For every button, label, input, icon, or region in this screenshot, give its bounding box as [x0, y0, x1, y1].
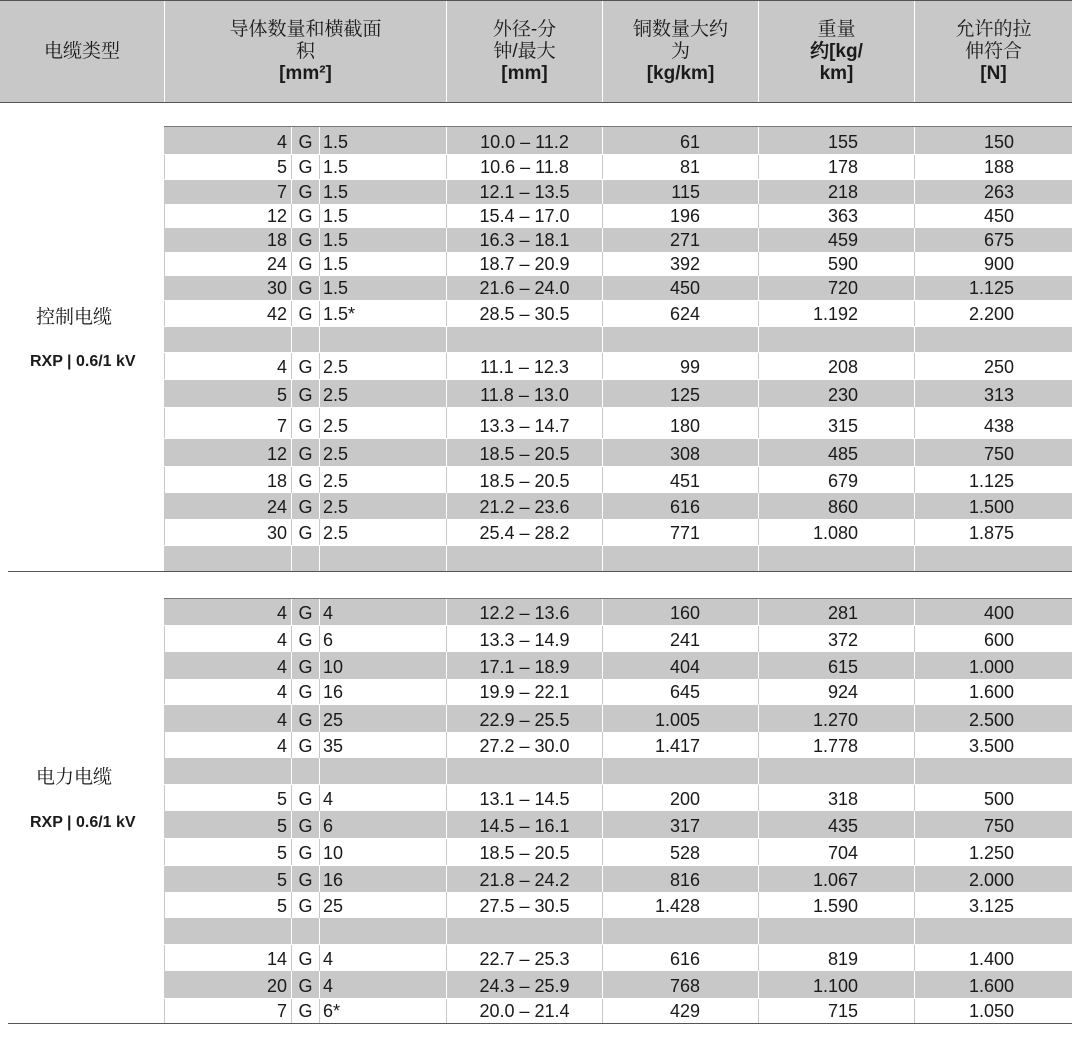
cell-copper-weight: 1.005 — [602, 705, 758, 732]
cell-conductor-type: G — [291, 945, 319, 971]
spacer-row — [164, 546, 1072, 571]
header-copper-line1: 铜数量大约 — [632, 18, 728, 40]
cell-outer-diameter: 21.8 – 24.2 — [446, 866, 602, 892]
cell-conductor-type: G — [291, 493, 319, 519]
cell-conductor-type: G — [291, 732, 319, 758]
cell-conductor-count: 4 — [276, 603, 287, 623]
spacer-row — [164, 327, 1072, 352]
cell-cable-weight: 315 — [758, 408, 914, 438]
cell-conductor-type — [291, 918, 319, 944]
cell-copper-weight: 392 — [602, 252, 758, 276]
cell-outer-diameter: 18.5 – 20.5 — [446, 467, 602, 493]
cell-copper-weight: 1.428 — [602, 892, 758, 918]
cell-copper-weight: 771 — [602, 519, 758, 545]
cell-tensile-force: 400 — [914, 601, 1072, 625]
cell-cable-weight: 178 — [758, 155, 914, 179]
cell-conductor-type: G — [291, 439, 319, 466]
header-conductor-line2: 积 — [295, 40, 315, 62]
cell-cable-weight: 590 — [758, 252, 914, 276]
cell-conductor-count: 4 — [164, 679, 291, 704]
table-row — [164, 180, 1072, 204]
cell-outer-diameter: 18.5 – 20.5 — [446, 839, 602, 865]
cell-cross-section: 2.5 — [319, 380, 446, 407]
header-tensile — [914, 1, 1072, 102]
cell-conductor-type: G — [291, 380, 319, 407]
cell-conductor-count: 5 — [164, 785, 291, 811]
cell-cross-section: 10 — [319, 839, 446, 865]
cell-conductor-count — [164, 918, 291, 944]
cell-copper-weight: 308 — [602, 439, 758, 466]
cell-cable-weight: 715 — [758, 999, 914, 1023]
cell-cross-section: 10 — [319, 652, 446, 679]
cell-conductor-type: G — [291, 301, 319, 326]
cell-conductor-type: G — [291, 999, 319, 1023]
cell-conductor-count: 4 — [164, 732, 291, 758]
table-row — [164, 785, 1072, 811]
cell-tensile-force: 750 — [914, 811, 1072, 838]
cell-tensile-force — [914, 918, 1072, 944]
cell-cross-section: 1.5 — [319, 130, 446, 154]
cell-cross-section — [319, 546, 446, 571]
cell-cable-weight: 704 — [758, 839, 914, 865]
cell-cable-weight: 363 — [758, 204, 914, 228]
cell-cable-weight: 218 — [758, 180, 914, 204]
cell-conductor-count: 5 — [164, 839, 291, 865]
cell-conductor-count: 5 — [164, 155, 291, 179]
cell-outer-diameter: 16.3 – 18.1 — [446, 228, 602, 252]
cell-tensile-force: 1.400 — [914, 945, 1072, 971]
header-tensile-unit: [N] — [980, 62, 1007, 84]
cell-cross-section — [319, 758, 446, 784]
cell-tensile-force: 3.125 — [914, 892, 1072, 918]
spacer-row — [164, 758, 1072, 784]
header-cable-type — [0, 1, 164, 102]
cell-tensile-force: 450 — [914, 204, 1072, 228]
cell-conductor-type: G — [291, 180, 319, 204]
header-diameter-line1: 外径-分 — [492, 18, 557, 40]
cell-conductor-type: G — [291, 228, 319, 252]
cell-tensile-force — [914, 327, 1072, 352]
cell-conductor-count: 24 — [164, 252, 291, 276]
cell-cable-weight — [758, 758, 914, 784]
header-copper-unit: [kg/km] — [646, 62, 715, 84]
cell-conductor-count: 18 — [266, 230, 287, 250]
cell-outer-diameter: 22.9 – 25.5 — [446, 705, 602, 732]
cell-copper-weight: 768 — [602, 971, 758, 998]
cell-cross-section: 2.5 — [319, 408, 446, 438]
cell-outer-diameter: 13.1 – 14.5 — [446, 785, 602, 811]
section-label-power: 电力电缆 — [36, 767, 113, 788]
header-conductor-unit: [mm²] — [279, 62, 332, 84]
cell-cable-weight: 372 — [758, 626, 914, 652]
header-conductor — [164, 1, 446, 102]
cell-conductor-count: 20 — [266, 976, 287, 996]
cell-conductor-count: 4 — [164, 353, 291, 379]
header-weight-line3: km] — [819, 62, 854, 84]
cell-copper-weight — [602, 546, 758, 571]
cell-copper-weight: 180 — [602, 408, 758, 438]
cell-outer-diameter: 21.6 – 24.0 — [446, 276, 602, 300]
cell-conductor-count: 7 — [164, 408, 291, 438]
cell-cross-section: 25 — [319, 892, 446, 918]
cell-conductor-type: G — [291, 408, 319, 438]
cell-cable-weight: 318 — [758, 785, 914, 811]
cell-cable-weight: 924 — [758, 679, 914, 704]
cell-conductor-count — [164, 758, 291, 784]
cell-conductor-type: G — [291, 811, 319, 838]
table-row — [164, 999, 1072, 1023]
cell-tensile-force: 263 — [914, 180, 1072, 204]
cell-tensile-force: 1.000 — [914, 652, 1072, 679]
table-row — [164, 276, 1072, 300]
cell-copper-weight: 404 — [602, 652, 758, 679]
table-row — [164, 811, 1072, 838]
header-copper-line2: 为 — [670, 40, 690, 62]
table-header — [0, 0, 1072, 103]
cell-cross-section: 16 — [319, 866, 446, 892]
cell-tensile-force: 188 — [914, 155, 1072, 179]
cell-conductor-count: 7 — [276, 182, 287, 202]
table-row — [164, 204, 1072, 228]
header-diameter-line2: 钟/最大 — [493, 40, 556, 62]
cell-cable-weight: 485 — [758, 439, 914, 466]
cell-outer-diameter: 10.0 – 11.2 — [446, 130, 602, 154]
cell-conductor-type: G — [291, 971, 319, 998]
table-row — [164, 705, 1072, 732]
header-tensile-line2: 伸符合 — [964, 40, 1022, 62]
cell-cross-section: 1.5 — [319, 204, 446, 228]
cell-tensile-force: 500 — [914, 785, 1072, 811]
cell-cable-weight — [758, 546, 914, 571]
cell-cross-section — [319, 327, 446, 352]
cell-conductor-count: 4 — [164, 626, 291, 652]
cell-tensile-force: 1.125 — [914, 276, 1072, 300]
cell-cable-weight: 230 — [758, 380, 914, 407]
section-label-control: 控制电缆 — [36, 307, 113, 328]
table-row — [164, 945, 1072, 971]
cell-conductor-count: 4 — [276, 657, 287, 677]
cell-cable-weight: 459 — [758, 228, 914, 252]
cell-conductor-count: 12 — [164, 204, 291, 228]
table-row — [164, 626, 1072, 652]
cell-conductor-type: G — [291, 785, 319, 811]
cell-cross-section: 1.5 — [319, 252, 446, 276]
table-row — [164, 252, 1072, 276]
cell-conductor-type — [291, 758, 319, 784]
cell-cross-section: 2.5 — [319, 493, 446, 519]
table-row — [164, 892, 1072, 918]
section-sub-control: RXP | 0.6/1 kV — [30, 353, 136, 370]
cell-cable-weight: 1.778 — [758, 732, 914, 758]
cell-outer-diameter: 10.6 – 11.8 — [446, 155, 602, 179]
cell-tensile-force: 1.050 — [914, 999, 1072, 1023]
cell-cross-section: 35 — [319, 732, 446, 758]
header-weight-line1: 重量 — [817, 18, 856, 40]
table-row — [164, 839, 1072, 865]
cell-cross-section — [319, 918, 446, 944]
cell-copper-weight: 624 — [602, 301, 758, 326]
cell-copper-weight: 616 — [602, 945, 758, 971]
cell-conductor-count: 5 — [276, 816, 287, 836]
cell-cable-weight: 819 — [758, 945, 914, 971]
table-row — [164, 380, 1072, 407]
table-row — [164, 519, 1072, 545]
cell-conductor-type: G — [291, 353, 319, 379]
cell-conductor-count — [164, 546, 291, 571]
cell-copper-weight: 816 — [602, 866, 758, 892]
cell-copper-weight — [602, 327, 758, 352]
cell-outer-diameter: 20.0 – 21.4 — [446, 999, 602, 1023]
cell-copper-weight: 99 — [602, 353, 758, 379]
cell-tensile-force: 900 — [914, 252, 1072, 276]
cell-outer-diameter: 11.1 – 12.3 — [446, 353, 602, 379]
cell-cross-section: 1.5 — [319, 228, 446, 252]
table-row — [164, 866, 1072, 892]
cell-tensile-force: 675 — [914, 228, 1072, 252]
cell-outer-diameter: 22.7 – 25.3 — [446, 945, 602, 971]
cell-conductor-count — [164, 327, 291, 352]
cell-cable-weight: 1.080 — [758, 519, 914, 545]
cell-cross-section: 6* — [319, 999, 446, 1023]
cell-conductor-type — [291, 546, 319, 571]
cell-conductor-count: 14 — [164, 945, 291, 971]
header-diameter — [446, 1, 602, 102]
cell-cable-weight: 435 — [758, 811, 914, 838]
cell-conductor-type: G — [291, 601, 319, 625]
cell-outer-diameter: 12.2 – 13.6 — [446, 601, 602, 625]
cell-cross-section: 6 — [319, 626, 446, 652]
header-weight-line2: 约[kg/ — [810, 40, 863, 62]
cell-cross-section: 1.5 — [319, 276, 446, 300]
cell-conductor-type: G — [291, 839, 319, 865]
cell-tensile-force: 313 — [914, 380, 1072, 407]
cell-conductor-count: 30 — [266, 278, 287, 298]
cell-cable-weight: 281 — [758, 601, 914, 625]
cell-tensile-force: 1.125 — [914, 467, 1072, 493]
cell-cross-section: 2.5 — [319, 439, 446, 466]
cell-copper-weight: 160 — [602, 601, 758, 625]
cell-conductor-count: 5 — [276, 870, 287, 890]
cell-cable-weight — [758, 327, 914, 352]
cell-cross-section: 4 — [319, 601, 446, 625]
cell-outer-diameter: 11.8 – 13.0 — [446, 380, 602, 407]
cell-cross-section: 2.5 — [319, 519, 446, 545]
cell-tensile-force: 1.250 — [914, 839, 1072, 865]
cell-copper-weight: 241 — [602, 626, 758, 652]
cell-cable-weight: 720 — [758, 276, 914, 300]
cell-cross-section: 4 — [319, 945, 446, 971]
cell-conductor-type: G — [291, 204, 319, 228]
header-conductor-line1: 导体数量和横截面 — [229, 18, 382, 40]
cell-outer-diameter: 21.2 – 23.6 — [446, 493, 602, 519]
cell-conductor-type: G — [291, 705, 319, 732]
cell-tensile-force: 2.000 — [914, 866, 1072, 892]
table-row — [164, 493, 1072, 519]
cell-copper-weight: 125 — [602, 380, 758, 407]
table-row — [164, 732, 1072, 758]
cell-conductor-type — [291, 327, 319, 352]
cell-tensile-force: 250 — [914, 353, 1072, 379]
cell-outer-diameter: 25.4 – 28.2 — [446, 519, 602, 545]
table-row — [164, 439, 1072, 466]
cell-tensile-force: 1.600 — [914, 971, 1072, 998]
cell-conductor-type: G — [291, 252, 319, 276]
cell-outer-diameter — [446, 918, 602, 944]
cell-cross-section: 1.5 — [319, 180, 446, 204]
cell-tensile-force: 438 — [914, 408, 1072, 438]
cell-cross-section: 2.5 — [319, 467, 446, 493]
cell-copper-weight — [602, 758, 758, 784]
cell-conductor-count: 5 — [276, 385, 287, 405]
cell-copper-weight: 645 — [602, 679, 758, 704]
cell-conductor-type: G — [291, 276, 319, 300]
cell-conductor-type: G — [291, 130, 319, 154]
cell-tensile-force: 750 — [914, 439, 1072, 466]
cell-conductor-count: 42 — [164, 301, 291, 326]
cell-conductor-type: G — [291, 866, 319, 892]
header-diameter-unit: [mm] — [501, 62, 548, 84]
cell-copper-weight: 451 — [602, 467, 758, 493]
table-row — [164, 353, 1072, 379]
cell-copper-weight: 1.417 — [602, 732, 758, 758]
cell-conductor-count: 4 — [276, 710, 287, 730]
cell-cable-weight: 1.590 — [758, 892, 914, 918]
table-row — [164, 679, 1072, 704]
cell-outer-diameter — [446, 327, 602, 352]
cell-conductor-type: G — [291, 519, 319, 545]
cell-outer-diameter: 14.5 – 16.1 — [446, 811, 602, 838]
cell-cross-section: 1.5* — [319, 301, 446, 326]
cell-copper-weight: 200 — [602, 785, 758, 811]
cell-outer-diameter: 13.3 – 14.7 — [446, 408, 602, 438]
cell-tensile-force: 3.500 — [914, 732, 1072, 758]
cell-tensile-force: 2.200 — [914, 301, 1072, 326]
cell-cable-weight: 208 — [758, 353, 914, 379]
cell-copper-weight: 317 — [602, 811, 758, 838]
cell-outer-diameter: 28.5 – 30.5 — [446, 301, 602, 326]
cell-conductor-type: G — [291, 679, 319, 704]
table-row — [164, 467, 1072, 493]
cell-copper-weight — [602, 918, 758, 944]
cell-cable-weight: 615 — [758, 652, 914, 679]
cell-cable-weight: 1.192 — [758, 301, 914, 326]
header-tensile-line1: 允许的拉 — [955, 18, 1032, 40]
cell-tensile-force: 1.600 — [914, 679, 1072, 704]
cell-cable-weight: 1.100 — [758, 971, 914, 998]
spacer-row — [164, 918, 1072, 944]
cell-outer-diameter: 27.5 – 30.5 — [446, 892, 602, 918]
cell-outer-diameter — [446, 546, 602, 571]
cell-tensile-force — [914, 758, 1072, 784]
cell-outer-diameter: 18.5 – 20.5 — [446, 439, 602, 466]
cell-conductor-count: 24 — [266, 497, 287, 517]
cell-cross-section: 4 — [319, 971, 446, 998]
table-row — [164, 301, 1072, 326]
cell-cable-weight: 155 — [758, 130, 914, 154]
table-row — [164, 228, 1072, 252]
cell-conductor-count: 4 — [276, 132, 287, 152]
cell-outer-diameter: 19.9 – 22.1 — [446, 679, 602, 704]
cell-copper-weight: 196 — [602, 204, 758, 228]
cell-cable-weight — [758, 918, 914, 944]
cell-copper-weight: 271 — [602, 228, 758, 252]
cell-conductor-type: G — [291, 892, 319, 918]
cell-cable-weight: 1.270 — [758, 705, 914, 732]
cell-outer-diameter: 24.3 – 25.9 — [446, 971, 602, 998]
cell-outer-diameter: 18.7 – 20.9 — [446, 252, 602, 276]
table-row — [164, 155, 1072, 179]
cell-conductor-count: 18 — [164, 467, 291, 493]
cell-conductor-type: G — [291, 467, 319, 493]
header-copper — [602, 1, 758, 102]
cell-cross-section: 25 — [319, 705, 446, 732]
cell-cross-section: 16 — [319, 679, 446, 704]
cell-tensile-force: 150 — [914, 130, 1072, 154]
cell-tensile-force: 1.500 — [914, 493, 1072, 519]
table-row — [164, 130, 1072, 154]
section-sub-power: RXP | 0.6/1 kV — [30, 814, 136, 831]
cell-tensile-force: 2.500 — [914, 705, 1072, 732]
cell-outer-diameter — [446, 758, 602, 784]
cell-tensile-force — [914, 546, 1072, 571]
cell-cross-section: 4 — [319, 785, 446, 811]
header-weight — [758, 1, 914, 102]
cell-copper-weight: 450 — [602, 276, 758, 300]
table-row — [164, 601, 1072, 625]
cell-outer-diameter: 15.4 – 17.0 — [446, 204, 602, 228]
cell-conductor-count: 7 — [164, 999, 291, 1023]
cell-copper-weight: 616 — [602, 493, 758, 519]
cell-cable-weight: 860 — [758, 493, 914, 519]
cell-copper-weight: 61 — [602, 130, 758, 154]
cell-conductor-count: 30 — [164, 519, 291, 545]
cell-copper-weight: 528 — [602, 839, 758, 865]
cell-cross-section: 1.5 — [319, 155, 446, 179]
cell-outer-diameter: 13.3 – 14.9 — [446, 626, 602, 652]
header-cable-type-label: 电缆类型 — [43, 40, 120, 62]
cell-cable-weight: 1.067 — [758, 866, 914, 892]
cell-cable-weight: 679 — [758, 467, 914, 493]
cell-tensile-force: 1.875 — [914, 519, 1072, 545]
cell-conductor-type: G — [291, 652, 319, 679]
table-row — [164, 408, 1072, 438]
cell-copper-weight: 115 — [602, 180, 758, 204]
table-bottom-rule — [8, 1023, 1072, 1024]
table-row — [164, 971, 1072, 998]
cell-outer-diameter: 27.2 – 30.0 — [446, 732, 602, 758]
cell-tensile-force: 600 — [914, 626, 1072, 652]
cell-conductor-count: 5 — [164, 892, 291, 918]
cell-outer-diameter: 17.1 – 18.9 — [446, 652, 602, 679]
table-row — [164, 652, 1072, 679]
cell-cross-section: 6 — [319, 811, 446, 838]
cell-copper-weight: 429 — [602, 999, 758, 1023]
cell-cross-section: 2.5 — [319, 353, 446, 379]
cell-conductor-count: 12 — [266, 444, 287, 464]
cell-conductor-type: G — [291, 626, 319, 652]
cell-copper-weight: 81 — [602, 155, 758, 179]
section-divider — [8, 571, 1072, 572]
cell-outer-diameter: 12.1 – 13.5 — [446, 180, 602, 204]
cell-conductor-type: G — [291, 155, 319, 179]
